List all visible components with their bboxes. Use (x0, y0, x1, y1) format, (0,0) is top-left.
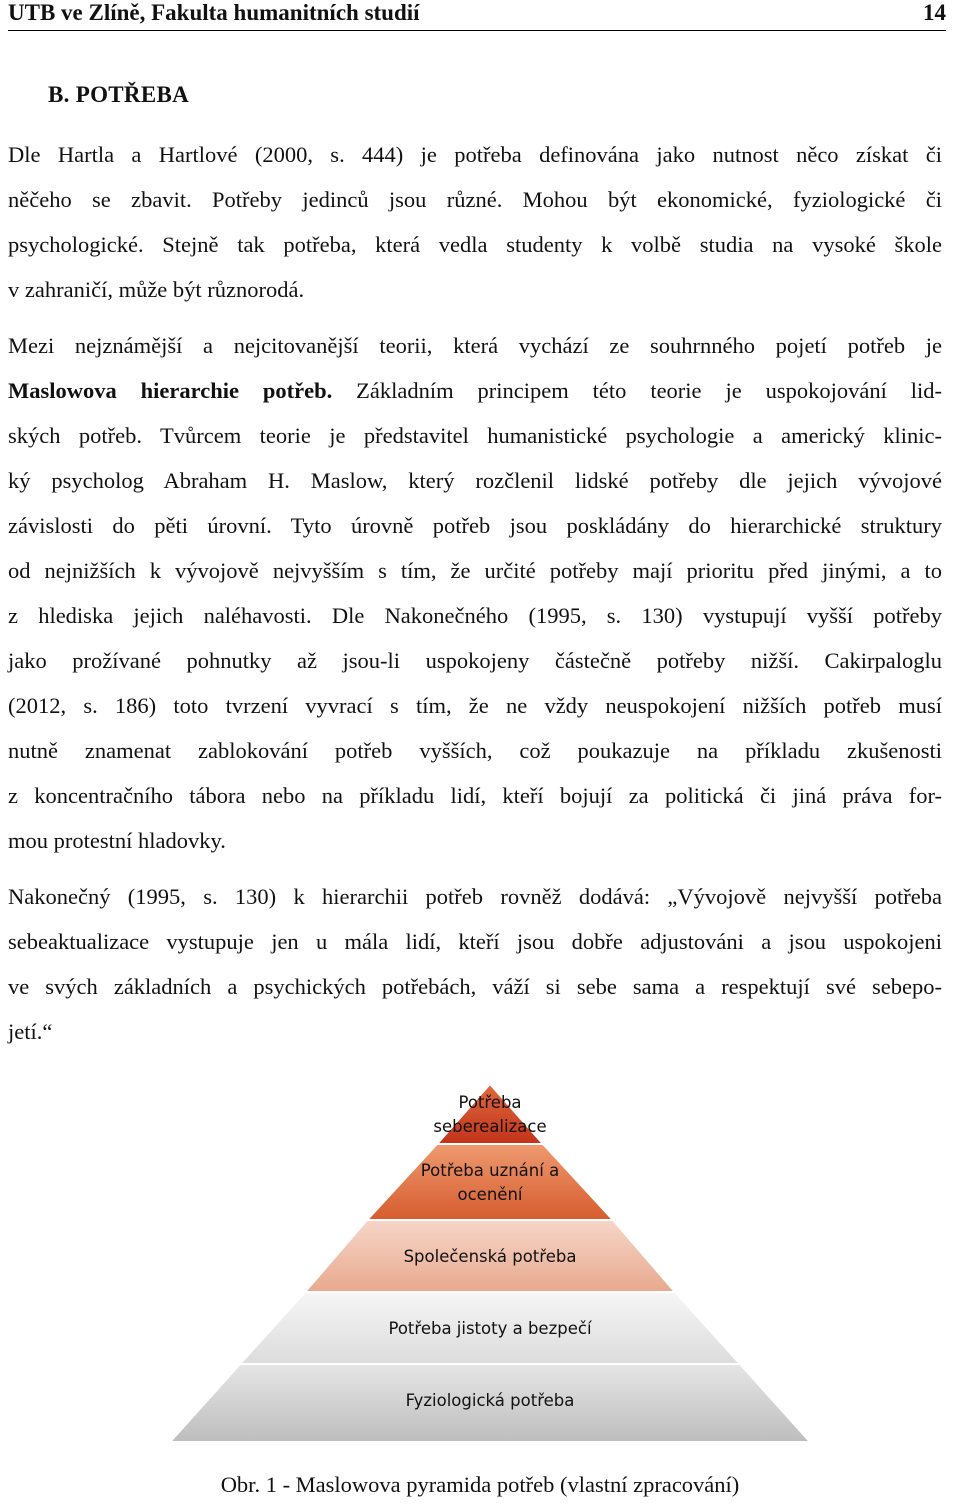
paragraph-line: ký psycholog Abraham H. Maslow, který rozčlenil lidské potřeby dle jejich vývojové (8, 468, 942, 493)
paragraph-line: ve svých základních a psychických potřebách, váží si sebe sama a respektují své sebepo- (8, 974, 942, 999)
pyramid-label-3: Společenská potřeba (403, 1247, 577, 1266)
page-number: 14 (923, 0, 946, 25)
pyramid-level-2 (367, 1144, 613, 1220)
running-header (8, 0, 946, 31)
maslow-pyramid-figure (100, 1080, 880, 1452)
paragraph-line: mou protestní hladovky. (8, 828, 226, 853)
paragraph-line: něčeho se zbavit. Potřeby jedinců jsou různé. Mohou být ekonomické, fyziologické či (8, 187, 942, 212)
pyramid-diagram (100, 1080, 880, 1452)
header-title: UTB ve Zlíně, Fakulta humanitních studií (8, 0, 420, 25)
paragraph-2 (8, 323, 942, 863)
paragraph-line: od nejnižších k vývojově nejvyšším s tím, že určité potřeby mají prioritu před jinými, a to (8, 558, 942, 583)
paragraph-line: jetí.“ (8, 1019, 53, 1044)
paragraph-line: nutně znamenat zablokování potřeb vyšších, což poukazuje na příkladu zkušenosti (8, 738, 942, 763)
figure-caption: Obr. 1 - Maslowova pyramida potřeb (vlastní zpracování) (220, 1472, 740, 1497)
pyramid-label-2a: Potřeba uznání a (420, 1161, 560, 1180)
paragraph-line: z koncentračního tábora nebo na příkladu lidí, kteří bojují za politická či jiná práva for- (8, 783, 942, 808)
paragraph-line-rest: Základním principem této teorie je uspokojování lid- (332, 378, 942, 403)
paragraph-line: Dle Hartla a Hartlové (2000, s. 444) je potřeba definována jako nutnost něco získat či (8, 142, 942, 167)
paragraph-line: psychologické. Stejně tak potřeba, která vedla studenty k volbě studia na vysoké škole (8, 232, 942, 257)
paragraph-line: ských potřeb. Tvůrcem teorie je představitel humanistické psychologie a americký klinic- (8, 423, 942, 448)
paragraph-line: Nakonečný (1995, s. 130) k hierarchii potřeb rovněž dodává: „Vývojově nejvyšší potřeba (8, 884, 942, 909)
paragraph-line: jako prožívané pohnutky až jsou-li uspokojeny částečně potřeby nižší. Cakirpaloglu (8, 648, 942, 673)
pyramid-label-4: Potřeba jistoty a bezpečí (388, 1319, 592, 1338)
section-heading: B. POTŘEBA (48, 82, 190, 107)
paragraph-line: Mezi nejznámější a nejcitovanější teorii, která vychází ze souhrnného pojetí potřeb je (8, 333, 942, 358)
bold-term: Maslowova hierarchie potřeb. (8, 378, 333, 403)
paragraph-line: sebeaktualizace vystupuje jen u mála lidí, kteří jsou dobře adjustováni a jsou uspokojeni (8, 929, 942, 954)
paragraph-line: (2012, s. 186) toto tvrzení vyvrací s tím, že ne vždy neuspokojení nižších potřeb musí (8, 693, 942, 718)
paragraph-line: v zahraničí, může být různorodá. (8, 277, 305, 302)
pyramid-label-5: Fyziologická potřeba (405, 1391, 575, 1410)
paragraph-line: z hlediska jejich naléhavosti. Dle Nakonečného (1995, s. 130) vystupují vyšší potřeby (8, 603, 942, 628)
pyramid-label-1a: Potřeba (458, 1093, 522, 1112)
pyramid-label-2b: ocenění (457, 1185, 523, 1204)
paragraph-3 (8, 874, 942, 1054)
paragraph-line: závislosti do pěti úrovní. Tyto úrovně potřeb jsou poskládány do hierarchické struktury (8, 513, 942, 538)
paragraph-line (8, 368, 942, 413)
paragraph-1 (8, 132, 942, 312)
pyramid-label-1b: seberealizace (433, 1117, 547, 1136)
